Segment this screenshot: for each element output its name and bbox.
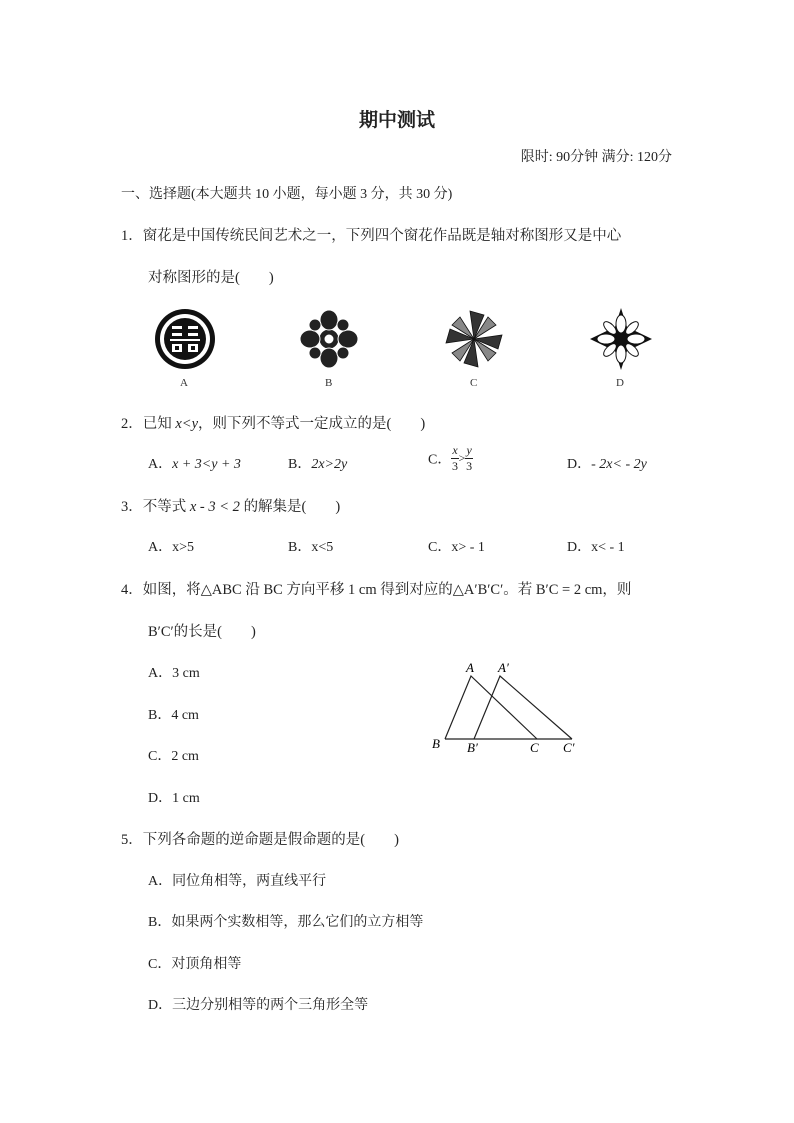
label-b: B bbox=[432, 736, 440, 751]
q2-option-b bbox=[288, 453, 347, 473]
q2-option-a-prefix: A． bbox=[148, 457, 173, 472]
q3-stem bbox=[121, 495, 340, 516]
q1-stem-line2: 对称图形的是( ) bbox=[148, 270, 274, 286]
q2-option-c-prefix: C． bbox=[428, 452, 452, 468]
q2-fraction-1 bbox=[451, 443, 458, 474]
q1-stem-line1: 1．窗花是中国传统民间艺术之一，下列四个窗花作品既是轴对称图形又是中心 bbox=[121, 228, 622, 244]
page-title: 期中测试 bbox=[358, 110, 435, 131]
q2-fraction-1-num: x bbox=[452, 443, 458, 457]
q4-stem-line2: B′C′的长是( ) bbox=[148, 624, 256, 640]
q2-fraction-rel: > bbox=[458, 451, 466, 465]
q2-fraction-2 bbox=[465, 443, 472, 474]
q5-option-d: D．三边分别相等的两个三角形全等 bbox=[148, 998, 369, 1013]
q3-option-c: C．x> - 1 bbox=[428, 540, 485, 555]
q4-option-b: B．4 cm bbox=[148, 708, 199, 723]
paper-cut-d-icon bbox=[588, 306, 654, 372]
q2-option-b-text: 2x>2y bbox=[311, 457, 348, 472]
q2-stem-post: ，则下列不等式一定成立的是( ) bbox=[198, 416, 426, 432]
q2-option-a bbox=[148, 453, 241, 473]
q5-option-c: C．对顶角相等 bbox=[148, 957, 242, 972]
label-a-prime: A′ bbox=[498, 660, 509, 675]
q2-option-c bbox=[428, 443, 473, 474]
q2-option-a-text: x + 3<y + 3 bbox=[172, 457, 241, 472]
label-c: C bbox=[530, 740, 539, 755]
q2-stem-var: x<y bbox=[175, 416, 199, 432]
q3-option-b: B．x<5 bbox=[288, 540, 334, 555]
q3-option-d: D．x< - 1 bbox=[567, 540, 625, 555]
q4-option-a: A．3 cm bbox=[148, 666, 200, 681]
section-heading: 一、选择题(本大题共 10 小题，每小题 3 分，共 30 分) bbox=[121, 187, 453, 202]
q2-fraction-2-num: y bbox=[466, 443, 472, 457]
translation-triangle-figure bbox=[425, 655, 595, 760]
q2-fraction-1-den: 3 bbox=[452, 459, 458, 473]
label-a: A bbox=[466, 660, 474, 675]
q5-option-b: B．如果两个实数相等，那么它们的立方相等 bbox=[148, 915, 424, 930]
triangle-abc bbox=[445, 676, 537, 739]
q2-option-b-prefix: B． bbox=[288, 457, 312, 472]
q3-stem-pre: 3．不等式 bbox=[121, 499, 190, 515]
q1-label-d: D bbox=[616, 377, 624, 389]
time-limit: 限时: 90分钟 满分: 120分 bbox=[520, 150, 672, 165]
paper-cut-b-icon bbox=[296, 306, 362, 372]
q4-option-d: D．1 cm bbox=[148, 791, 200, 806]
paper-cut-c-icon bbox=[440, 305, 508, 373]
q4-option-c: C．2 cm bbox=[148, 749, 199, 764]
q2-option-d-prefix: D． bbox=[567, 457, 592, 472]
q2-stem bbox=[121, 412, 425, 433]
triangle-a-prime-b-prime-c-prime bbox=[474, 676, 572, 739]
q3-stem-post: 的解集是( ) bbox=[239, 499, 341, 515]
q4-stem-line1: 4．如图，将△ABC 沿 BC 方向平移 1 cm 得到对应的△A′B′C′。若 B′C = 2 cm，则 bbox=[121, 582, 632, 598]
q1-label-a: A bbox=[180, 377, 188, 389]
q5-option-a: A．同位角相等，两直线平行 bbox=[148, 874, 327, 889]
label-c-prime: C′ bbox=[563, 740, 575, 755]
q5-stem: 5．下列各命题的逆命题是假命题的是( ) bbox=[121, 832, 399, 848]
q3-option-a: A．x>5 bbox=[148, 540, 195, 555]
label-b-prime: B′ bbox=[467, 740, 478, 755]
q2-option-d bbox=[567, 453, 647, 473]
q3-stem-expr: x - 3 < 2 bbox=[189, 499, 240, 515]
paper-cut-a-icon bbox=[150, 306, 220, 372]
q1-label-c: C bbox=[470, 377, 478, 389]
q2-stem-pre: 2．已知 bbox=[121, 416, 176, 432]
q2-option-d-text: - 2x< - 2y bbox=[591, 457, 647, 472]
q1-label-b: B bbox=[325, 377, 333, 389]
q2-fraction-2-den: 3 bbox=[466, 459, 473, 473]
